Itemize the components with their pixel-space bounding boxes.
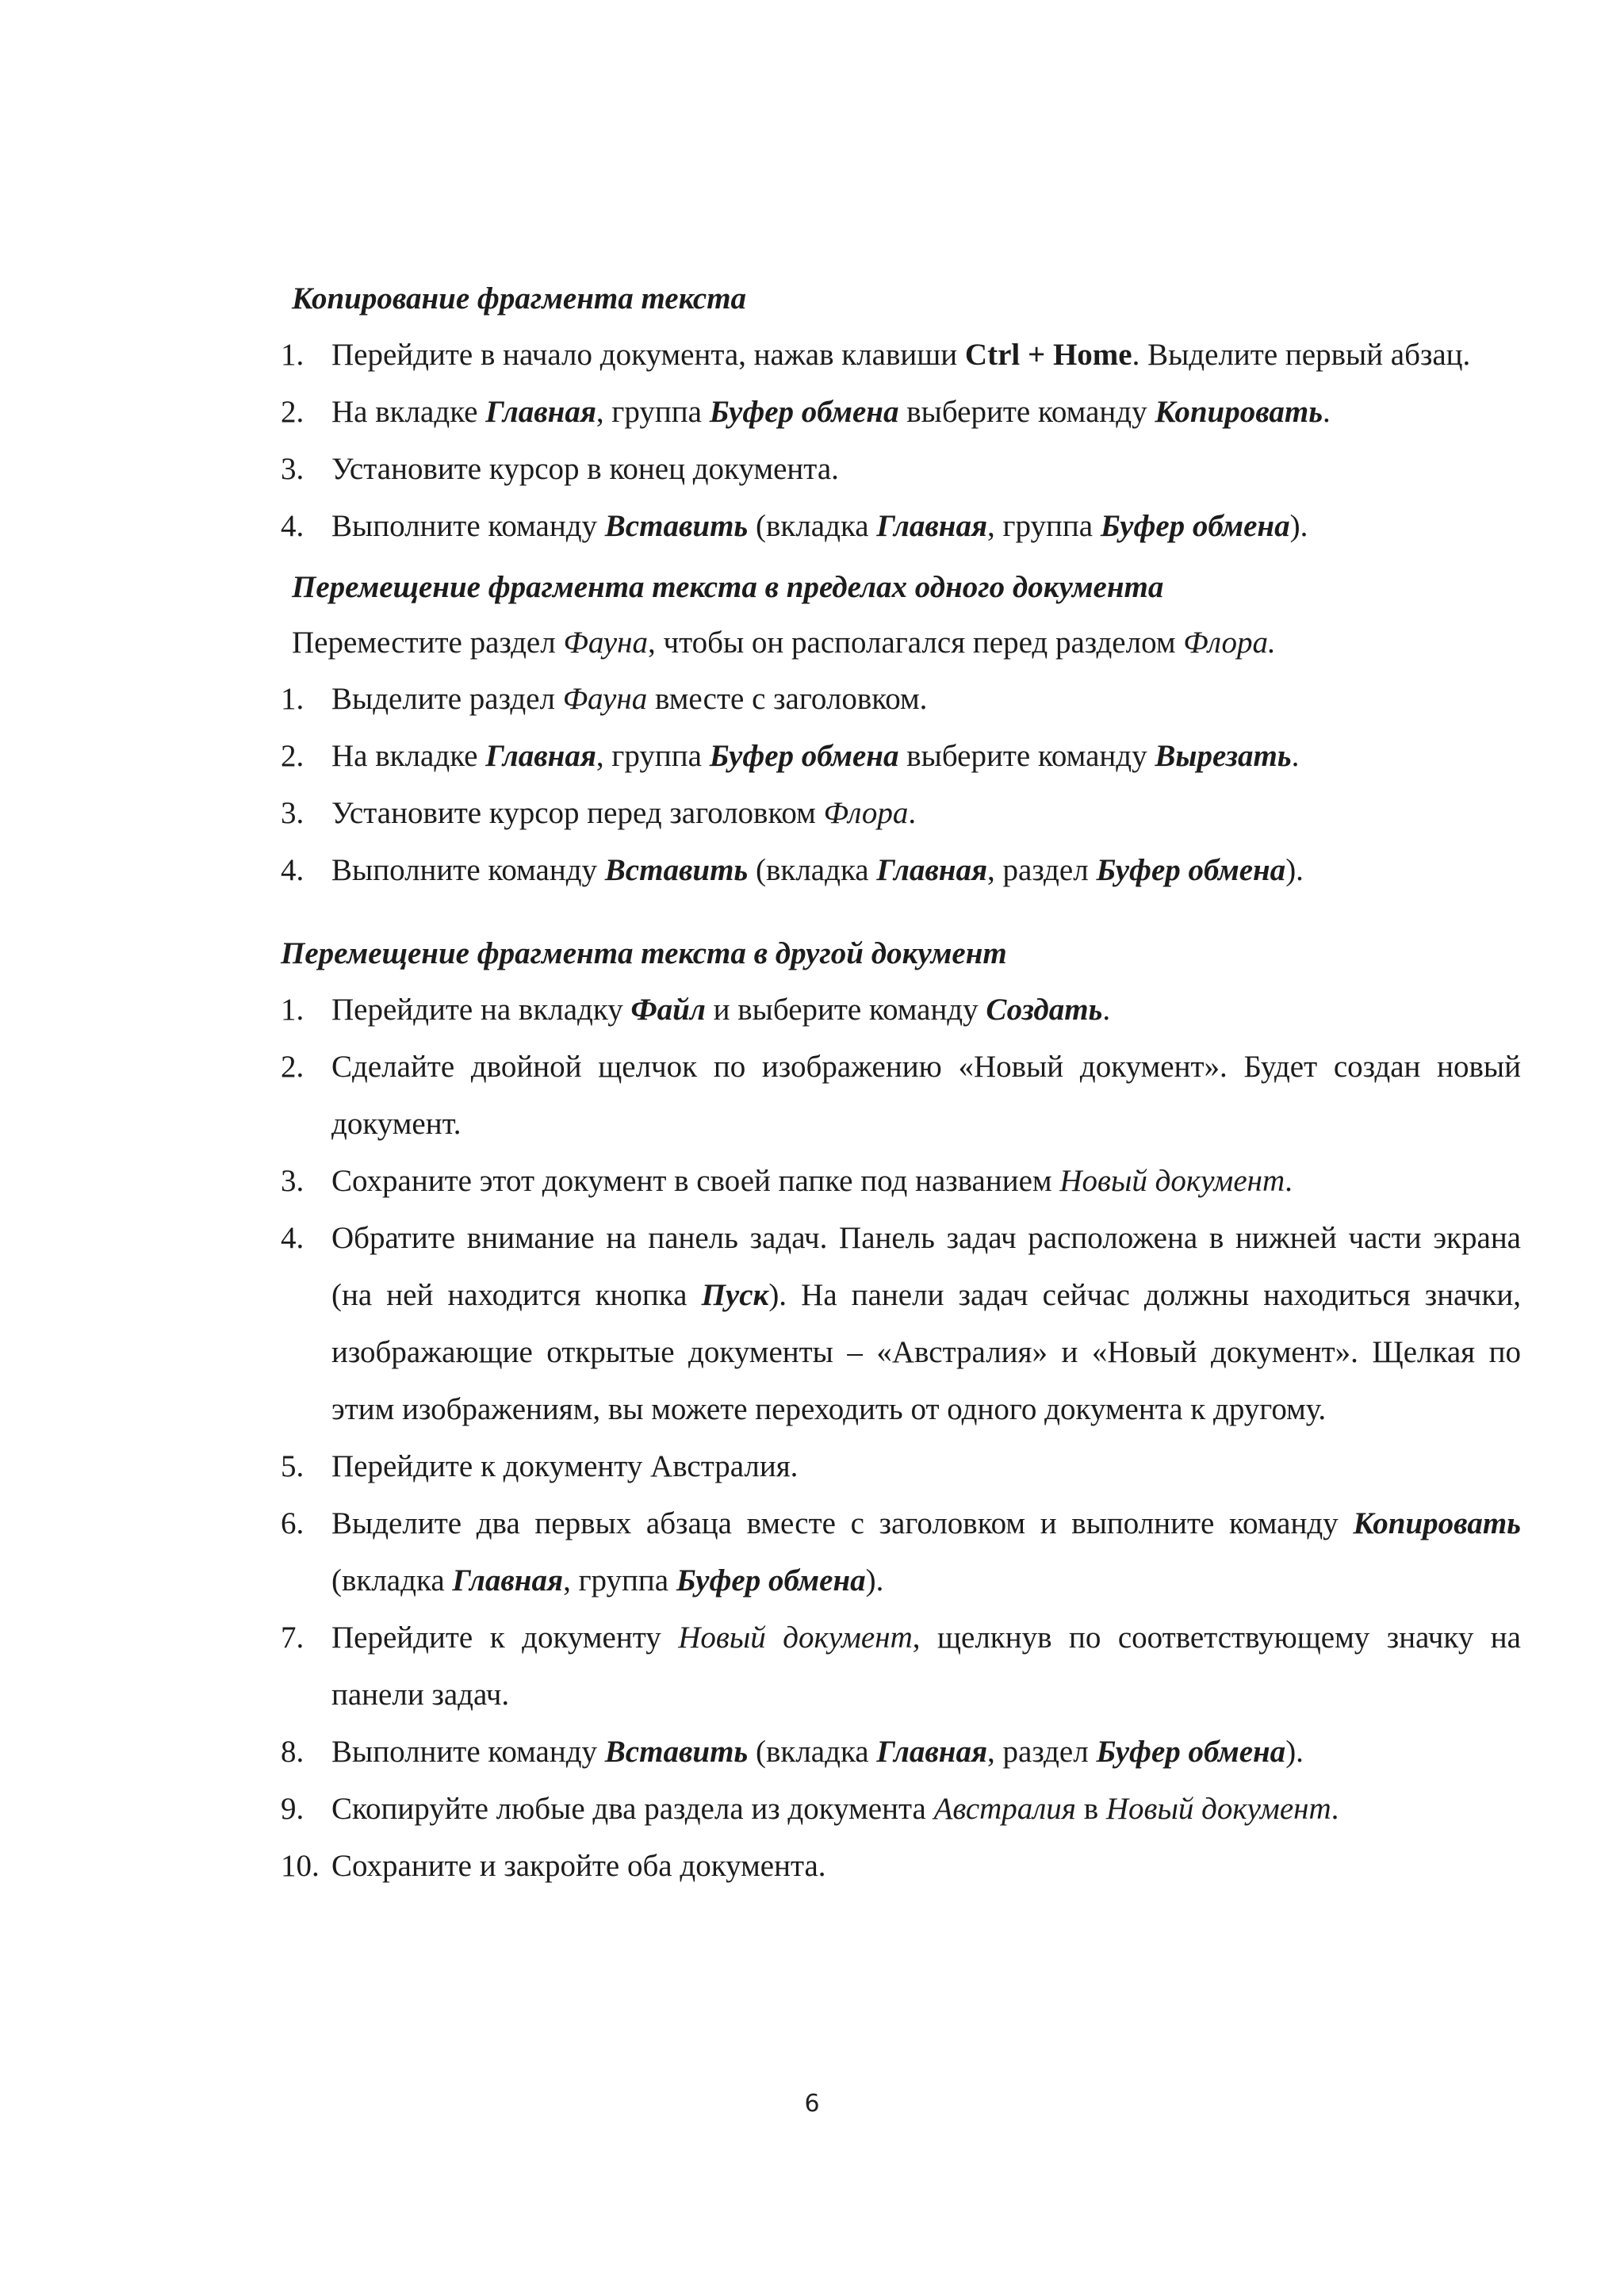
list-item [279, 982, 1521, 1039]
page-content [279, 271, 1521, 1895]
step-text: в [1075, 1792, 1106, 1826]
page-number: 6 [804, 2090, 820, 2118]
step-text: . [1331, 1792, 1339, 1826]
emphasis-term: Файл [630, 993, 706, 1027]
step-text: Перейдите к документу Австралия. [331, 1449, 799, 1483]
step-text: (вкладка [748, 853, 877, 887]
step-text: ). [1289, 509, 1308, 543]
step-text: Перейдите к документу [331, 1621, 679, 1655]
emphasis-term: Главная [485, 739, 596, 773]
step-text: . [1285, 1164, 1293, 1198]
emphasis-term: Буфер обмена [676, 1563, 866, 1598]
step-text: (вкладка [331, 1563, 453, 1598]
move-within-steps-list [279, 671, 1521, 899]
section-intro [279, 615, 1521, 671]
list-number: 8. [281, 1735, 304, 1769]
emphasis-term: Вставить [604, 853, 749, 887]
list-item [279, 1438, 1521, 1495]
list-item [279, 671, 1521, 728]
emphasis-term: Пуск [701, 1278, 769, 1312]
step-text: Выделите два первых абзаца вместе с заголовком и выполните команду [331, 1506, 1354, 1540]
section-heading-copy: Копирование фрагмента текста [292, 281, 747, 316]
step-text: . [908, 796, 917, 830]
list-item [279, 327, 1521, 384]
list-number: 9. [281, 1792, 304, 1826]
keyboard-shortcut: Ctrl + Home [964, 338, 1132, 372]
step-text: , группа [987, 509, 1101, 543]
list-number: 4. [281, 853, 304, 887]
italic-term: Флора. [1183, 626, 1276, 660]
step-text: . [1323, 395, 1331, 429]
step-text: , раздел [987, 1735, 1097, 1769]
copy-steps-list [279, 327, 1521, 555]
emphasis-term: Копировать [1155, 395, 1323, 429]
step-text: , щелкнув по соответствующему значку на панели задач. [331, 1621, 1521, 1712]
step-text: ). [1285, 853, 1304, 887]
step-text: Выполните команду [331, 1735, 605, 1769]
list-item [279, 1724, 1521, 1781]
list-item [279, 384, 1521, 441]
step-text: вместе с заголовком. [647, 682, 928, 716]
list-number: 4. [281, 1221, 304, 1255]
emphasis-term: Копировать [1353, 1506, 1521, 1540]
list-item [279, 441, 1521, 498]
emphasis-term: Главная [876, 853, 988, 887]
list-number: 7. [281, 1621, 304, 1655]
italic-term: Фауна [562, 682, 648, 716]
list-item [279, 1838, 1521, 1895]
emphasis-term: Буфер обмена [1100, 509, 1290, 543]
list-number: 1. [281, 993, 304, 1027]
section-heading-move-within: Перемещение фрагмента текста в пределах одного документа [292, 570, 1164, 604]
list-item [279, 785, 1521, 842]
emphasis-term: Вставить [604, 509, 749, 543]
list-item [279, 1609, 1521, 1724]
list-item [279, 1039, 1521, 1153]
list-item [279, 1153, 1521, 1210]
emphasis-term: Буфер обмена [709, 739, 899, 773]
list-number: 1. [281, 338, 304, 372]
step-text: Установите курсор в конец документа. [331, 452, 839, 486]
step-text: , группа [563, 1563, 676, 1598]
step-text: Скопируйте любые два раздела из документа [331, 1792, 934, 1826]
list-item [279, 1781, 1521, 1838]
list-number: 10. [281, 1849, 320, 1883]
emphasis-term: Вставить [604, 1735, 749, 1769]
list-number: 2. [281, 1050, 304, 1084]
emphasis-term: Вырезать [1155, 739, 1292, 773]
step-text: Выделите раздел [331, 682, 563, 716]
section-heading-move-other: Перемещение фрагмента текста в другой документ [281, 936, 1007, 970]
italic-term: Новый документ [1105, 1792, 1331, 1826]
step-text: , группа [596, 739, 710, 773]
italic-term: Флора [823, 796, 909, 830]
list-number: 4. [281, 509, 304, 543]
step-text: Сохраните и закройте оба документа. [331, 1849, 826, 1883]
step-text: ). На панели задач сейчас должны находиться значки, изображающие открытые документы – «Австралия» и «Новый документ». Щелкая по этим изображениям, вы можете переходить от одного документа к другому. [331, 1278, 1521, 1426]
list-number: 1. [281, 682, 304, 716]
step-text: ). [1285, 1735, 1304, 1769]
list-number: 5. [281, 1449, 304, 1483]
step-text: Сделайте двойной щелчок по изображению «Новый документ». Будет создан новый документ. [331, 1050, 1521, 1141]
list-number: 3. [281, 1164, 304, 1198]
emphasis-term: Главная [485, 395, 596, 429]
list-item [279, 498, 1521, 555]
emphasis-term: Главная [452, 1563, 564, 1598]
step-text: Сохраните этот документ в своей папке под названием [331, 1164, 1060, 1198]
emphasis-term: Буфер обмена [709, 395, 899, 429]
step-text: Выполните команду [331, 853, 605, 887]
step-text: Перейдите в начало документа, нажав клавиши [331, 338, 965, 372]
intro-text: Переместите раздел [292, 626, 564, 660]
emphasis-term: Буфер обмена [1096, 853, 1286, 887]
italic-term: Австралия [933, 1792, 1076, 1826]
list-item [279, 1210, 1521, 1438]
list-item [279, 728, 1521, 785]
step-text: ). [865, 1563, 884, 1598]
italic-term: Фауна [563, 626, 648, 660]
step-text: . [1102, 993, 1111, 1027]
italic-term: Новый документ [1059, 1164, 1285, 1198]
step-text: и выберите команду [705, 993, 986, 1027]
step-text: выберите команду [898, 395, 1155, 429]
step-text: , группа [596, 395, 710, 429]
step-text: . [1291, 739, 1300, 773]
emphasis-term: Главная [876, 1735, 988, 1769]
emphasis-term: Буфер обмена [1096, 1735, 1286, 1769]
list-item [279, 1495, 1521, 1609]
list-number: 3. [281, 452, 304, 486]
list-number: 2. [281, 739, 304, 773]
step-text: выберите команду [898, 739, 1155, 773]
list-item [279, 842, 1521, 899]
intro-text: , чтобы он располагался перед разделом [647, 626, 1184, 660]
step-text: . Выделите первый абзац. [1132, 338, 1471, 372]
spacer [279, 899, 1521, 926]
list-number: 6. [281, 1506, 304, 1540]
step-text: Установите курсор перед заголовком [331, 796, 824, 830]
italic-term: Новый документ [678, 1621, 913, 1655]
emphasis-term: Главная [876, 509, 988, 543]
emphasis-term: Создать [986, 993, 1103, 1027]
step-text: На вкладке [331, 395, 486, 429]
list-number: 2. [281, 395, 304, 429]
step-text: (вкладка [748, 1735, 877, 1769]
move-other-steps-list [279, 982, 1521, 1895]
step-text: Обратите внимание на панель задач. Панель задач расположена в нижней части экрана (на ней находится кнопка [331, 1221, 1521, 1312]
list-number: 3. [281, 796, 304, 830]
step-text: , раздел [987, 853, 1097, 887]
step-text: Выполните команду [331, 509, 605, 543]
step-text: (вкладка [748, 509, 877, 543]
step-text: На вкладке [331, 739, 486, 773]
step-text: Перейдите на вкладку [331, 993, 631, 1027]
